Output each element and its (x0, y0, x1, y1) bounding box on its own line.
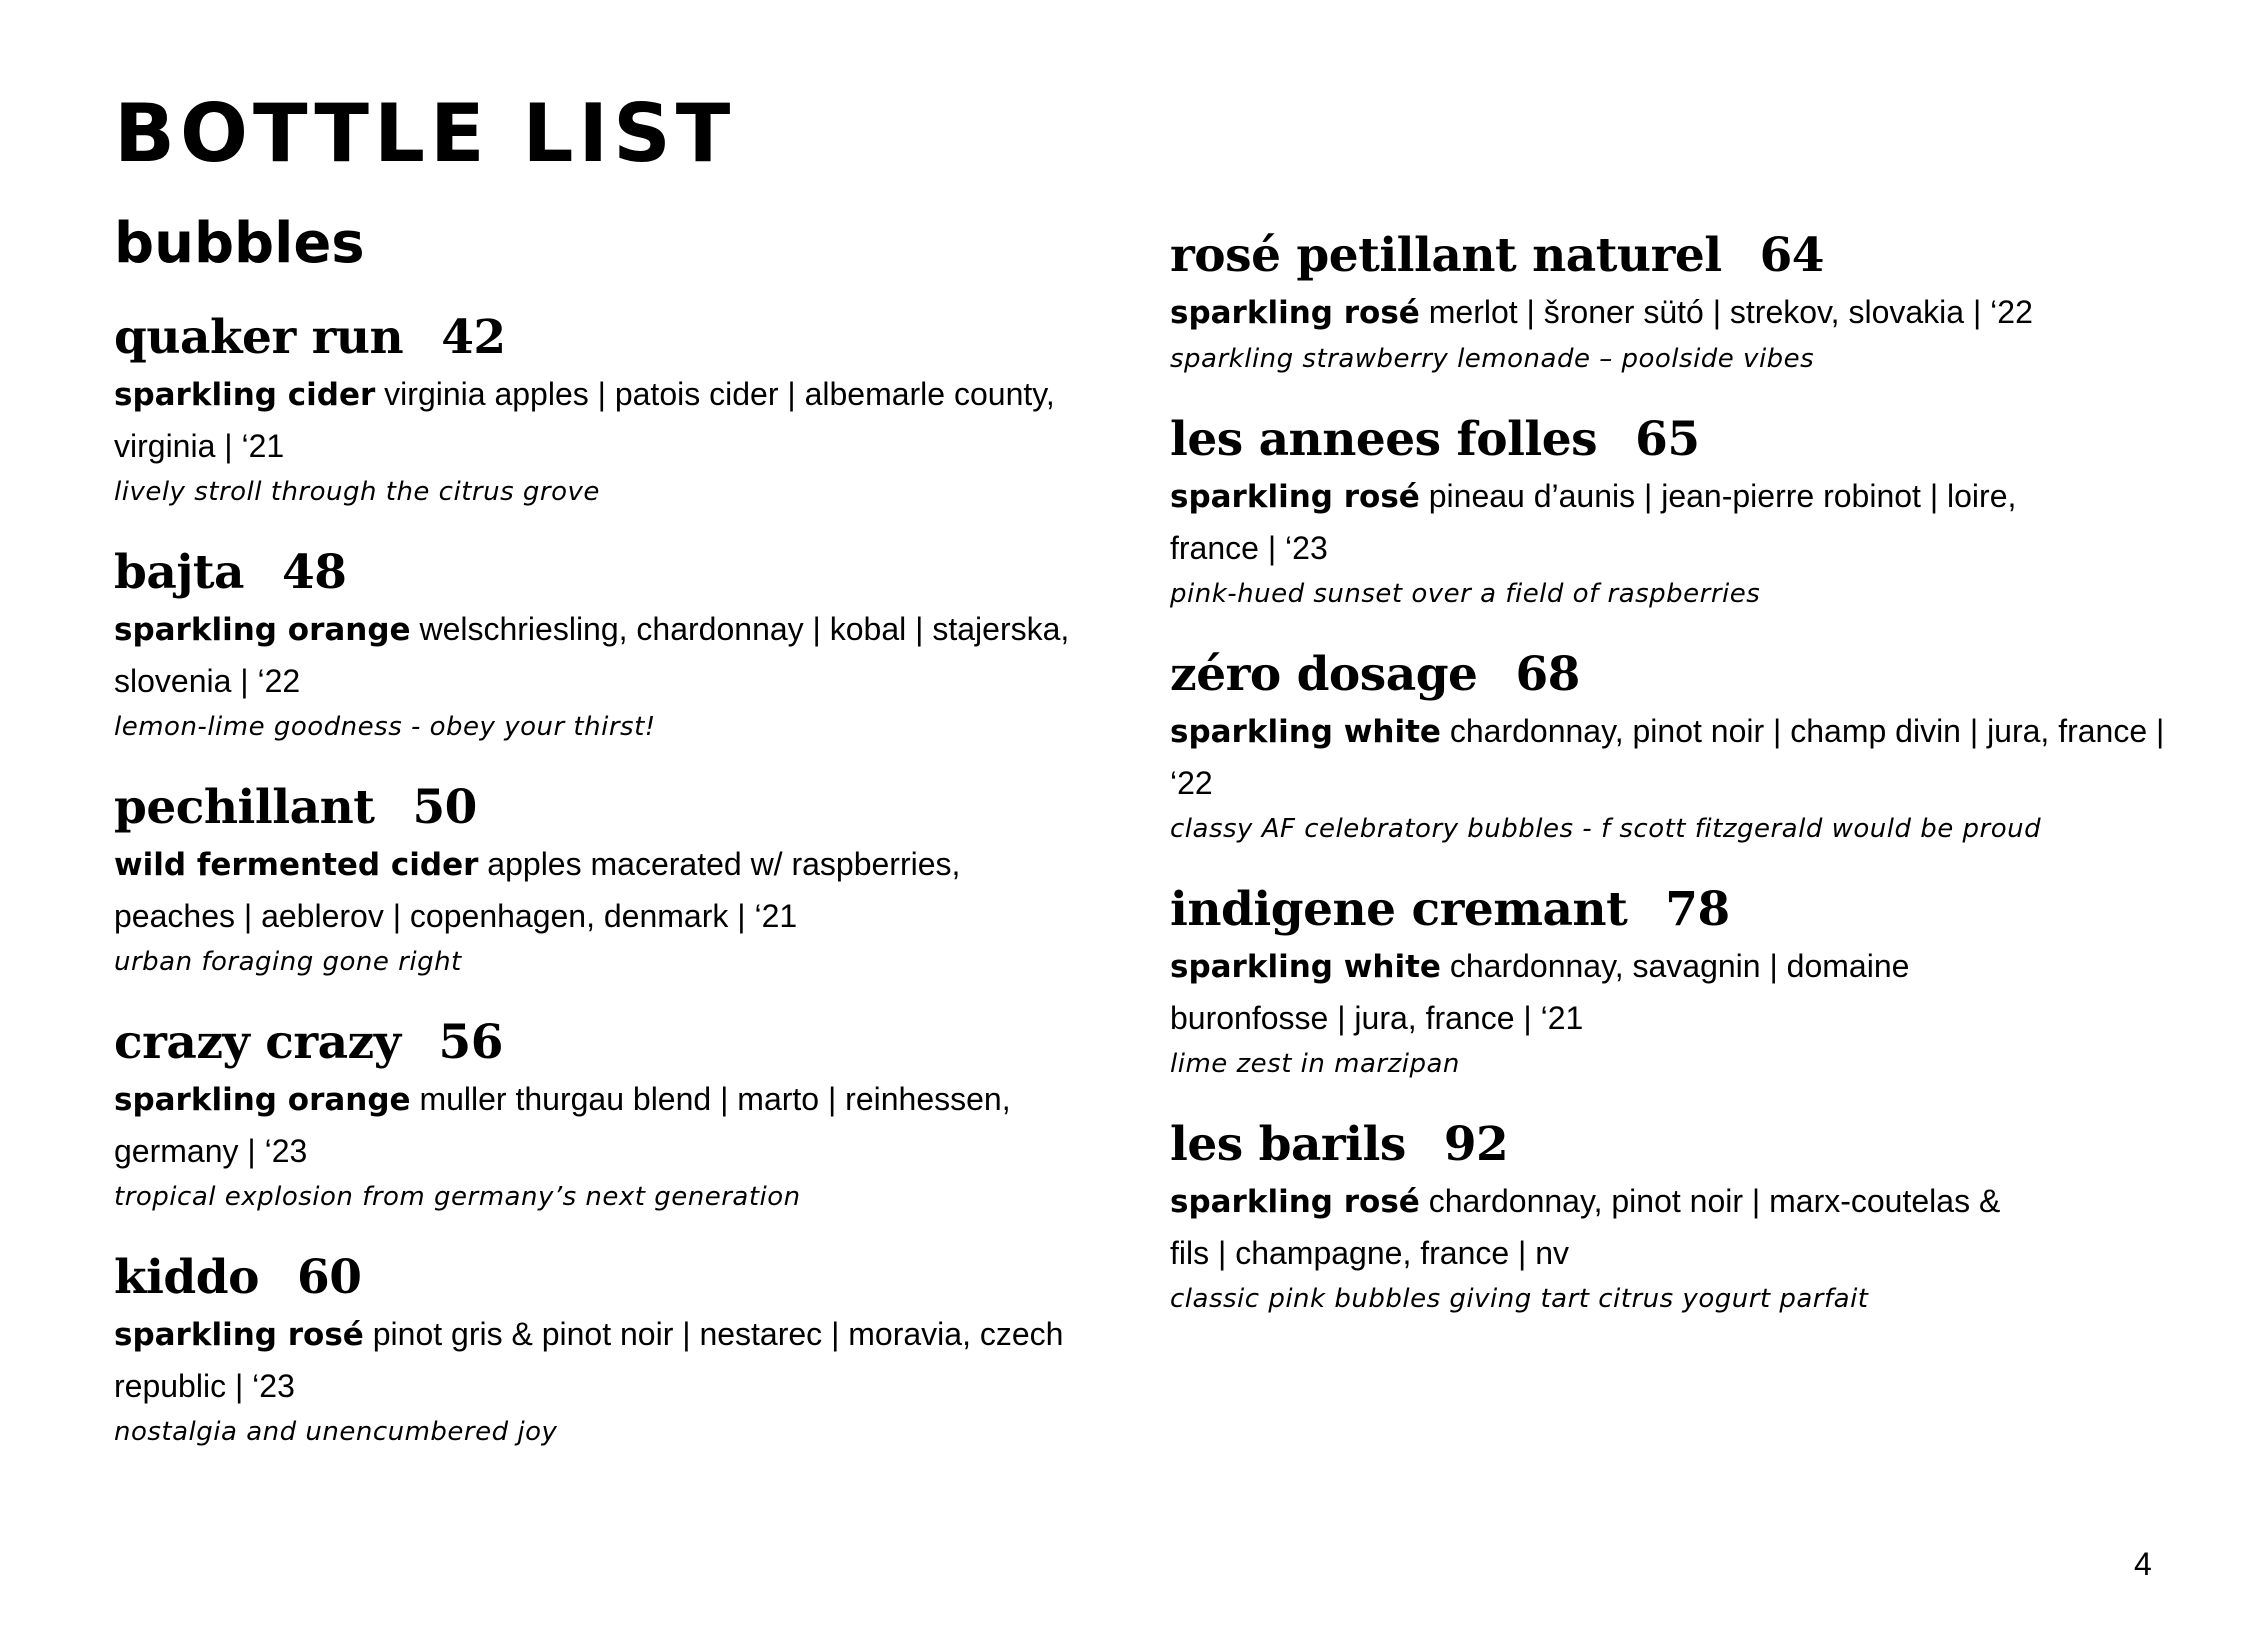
entry-header (1170, 882, 2030, 937)
entry-header (114, 545, 1074, 600)
entry-details (1170, 1176, 2030, 1279)
entry-price: 78 (1665, 882, 1730, 937)
entry-name: quaker run (114, 310, 404, 365)
entry-description: virginia apples | patois cider | albemarle county, virginia | ‘21 (114, 376, 1055, 464)
menu-entry (1170, 647, 2180, 845)
menu-entry (1170, 882, 2030, 1080)
menu-entry (1170, 228, 2180, 375)
entry-note: tropical explosion from germany’s next generation (114, 1182, 801, 1212)
entry-note: pink-hued sunset over a field of raspberries (1170, 579, 1761, 609)
entry-details (114, 1074, 1074, 1177)
entry-details (1170, 471, 2040, 574)
menu-entry (114, 310, 1074, 508)
entry-details (114, 604, 1074, 707)
entry-price: 65 (1635, 412, 1700, 467)
section-title: bubbles (114, 211, 365, 276)
entry-details (114, 1309, 1074, 1412)
page-number: 4 (2134, 1546, 2152, 1582)
entry-type: sparkling white (1170, 714, 1441, 750)
entry-type: sparkling orange (114, 1082, 411, 1118)
entry-description: pineau d’aunis | jean-pierre robinot | loire, france | ‘23 (1170, 478, 2017, 566)
entry-description: merlot | šroner sütó | strekov, slovakia | ‘22 (1428, 294, 2033, 330)
entry-description: chardonnay, pinot noir | marx-coutelas & fils | champagne, france | nv (1170, 1183, 2001, 1271)
entry-details (1170, 941, 2030, 1044)
entry-type: sparkling rosé (1170, 479, 1420, 515)
entry-header (1170, 647, 2180, 702)
entry-header (1170, 412, 2040, 467)
entry-note: lemon-lime goodness - obey your thirst! (114, 712, 656, 742)
entry-details (1170, 706, 2180, 809)
entry-description: chardonnay, pinot noir | champ divin | jura, france | ‘22 (1170, 713, 2165, 801)
entry-description: muller thurgau blend | marto | reinhessen, germany | ‘23 (114, 1081, 1011, 1169)
menu-entry (114, 1250, 1074, 1448)
page-title: BOTTLE LIST (114, 87, 736, 180)
entry-name: zéro dosage (1170, 647, 1478, 702)
entry-header (1170, 228, 2180, 283)
menu-entry (114, 545, 1074, 743)
menu-entry (1170, 1117, 2030, 1315)
menu-entry (114, 1015, 1074, 1213)
entry-price: 64 (1759, 228, 1825, 283)
entry-name: bajta (114, 545, 244, 600)
menu-entry (114, 780, 1074, 978)
entry-price: 50 (412, 780, 477, 835)
entry-note: classic pink bubbles giving tart citrus yogurt parfait (1170, 1284, 1869, 1314)
entry-name: kiddo (114, 1250, 259, 1305)
entry-type: sparkling rosé (1170, 295, 1420, 331)
entry-price: 56 (438, 1015, 503, 1070)
entry-name: crazy crazy (114, 1015, 401, 1070)
entry-type: sparkling cider (114, 377, 376, 413)
entry-type: sparkling orange (114, 612, 411, 648)
entry-price: 60 (297, 1250, 362, 1305)
entry-description: apples macerated w/ raspberries, peaches | aeblerov | copenhagen, denmark | ‘21 (114, 846, 961, 934)
entry-details (1170, 287, 2180, 339)
entry-name: les annees folles (1170, 412, 1598, 467)
entry-name: indigene cremant (1170, 882, 1628, 937)
entry-type: sparkling white (1170, 949, 1441, 985)
entry-price: 68 (1515, 647, 1580, 702)
entry-description: chardonnay, savagnin | domaine buronfosse | jura, france | ‘21 (1170, 948, 1910, 1036)
menu-entry (1170, 412, 2040, 610)
entry-price: 92 (1443, 1117, 1509, 1172)
entry-note: nostalgia and unencumbered joy (114, 1417, 558, 1447)
entry-price: 48 (282, 545, 347, 600)
entry-type: wild fermented cider (114, 847, 479, 883)
entry-price: 42 (441, 310, 506, 365)
entry-note: lime zest in marzipan (1170, 1049, 1460, 1079)
entry-type: sparkling rosé (1170, 1184, 1420, 1220)
entry-description: pinot gris & pinot noir | nestarec | moravia, czech republic | ‘23 (114, 1316, 1064, 1404)
entry-header (114, 780, 1074, 835)
entry-header (114, 1250, 1074, 1305)
entry-type: sparkling rosé (114, 1317, 364, 1353)
entry-note: lively stroll through the citrus grove (114, 477, 600, 507)
entry-name: les barils (1170, 1117, 1406, 1172)
entry-header (114, 1015, 1074, 1070)
entry-details (114, 369, 1074, 472)
entry-note: urban foraging gone right (114, 947, 462, 977)
entry-header (1170, 1117, 2030, 1172)
entry-note: classy AF celebratory bubbles - f scott fitzgerald would be proud (1170, 814, 2042, 844)
entry-description: welschriesling, chardonnay | kobal | stajerska, slovenia | ‘22 (114, 611, 1070, 699)
entry-name: pechillant (114, 780, 375, 835)
entry-name: rosé petillant naturel (1170, 228, 1722, 283)
entry-note: sparkling strawberry lemonade – poolside vibes (1170, 344, 1815, 374)
entry-header (114, 310, 1074, 365)
entry-details (114, 839, 1074, 942)
